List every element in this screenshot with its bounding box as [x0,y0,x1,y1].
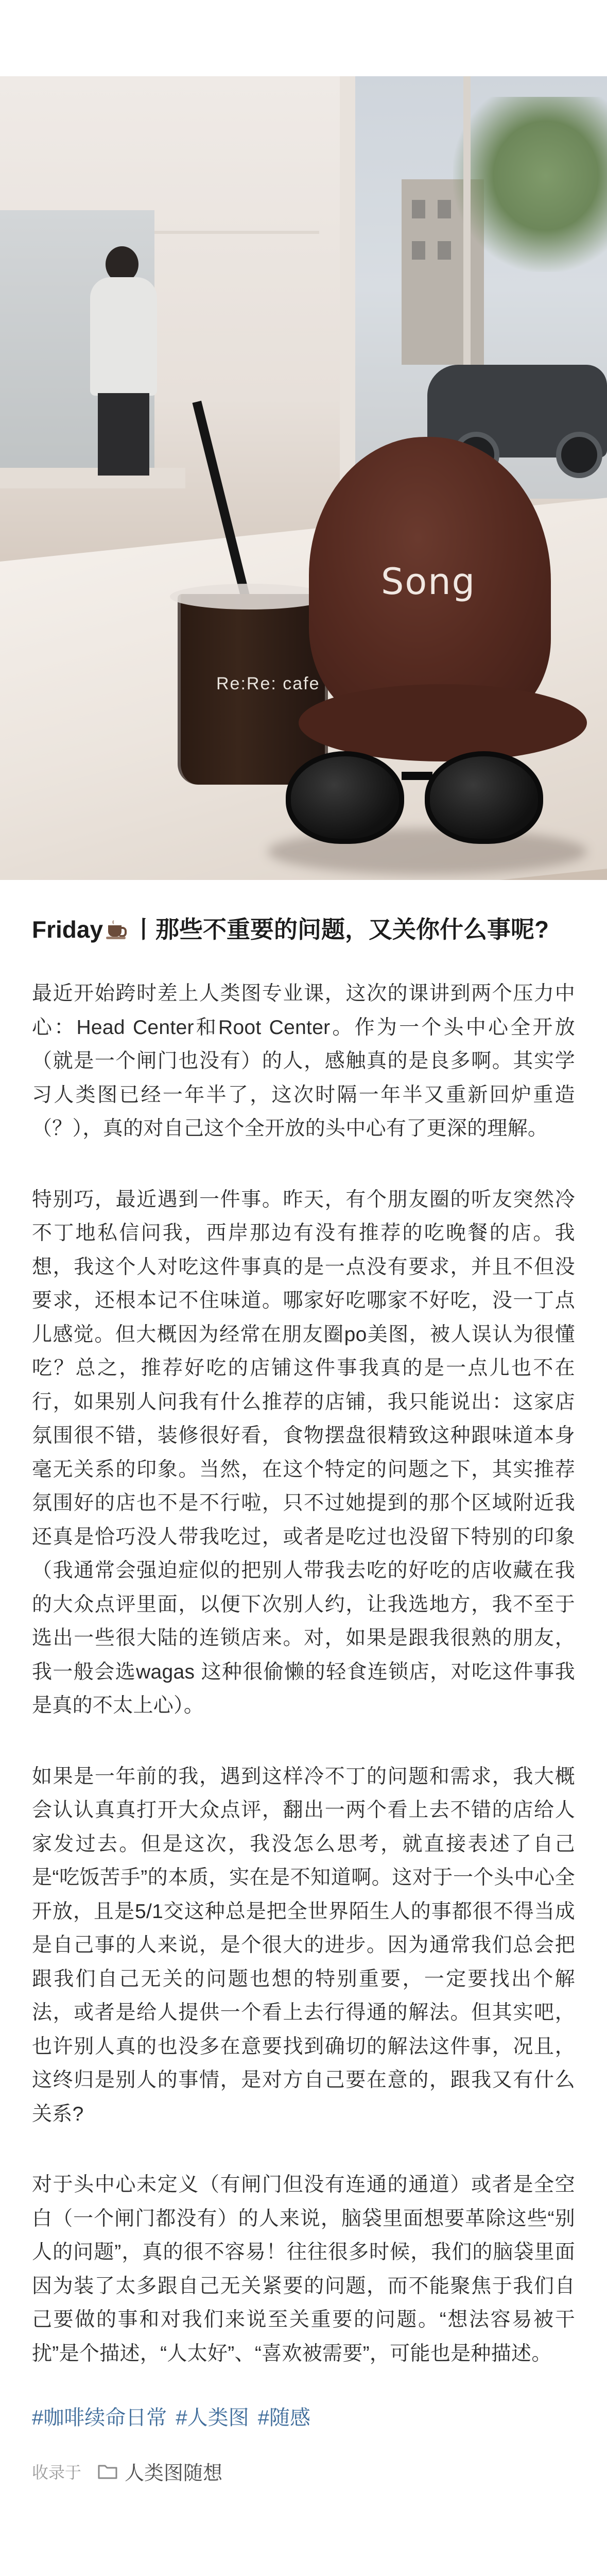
building-window [412,200,425,218]
cap-text: Song [381,561,476,603]
post-content [32,911,575,2485]
paragraph: 特别巧，最近遇到一件事。昨天，有个朋友圈的听友突然冷不丁地私信问我，西岸那边有没有推荐的吃晚餐的店。我想，我这个人对吃这件事真的是一点没有要求，并且不但没要求，还根本记不住味道。哪家好吃哪家不好吃，没一丁点儿感觉。但大概因为经常在朋友圈po美图，被人误认为很懂吃？总之，推荐好吃的店铺这件事我真的是一点儿也不在行，如果别人问我有什么推荐的店铺，我只能说出：这家店氛围很不错，装修很好看，食物摆盘很精致这种跟味道本身毫无关系的印象。当然，在这个特定的问题之下，其实推荐氛围好的店也不是不行啦，只不过她提到的那个区域附近我还真是恰巧没人带我吃过，或者是吃过也没留下特别的印象（我通常会强迫症似的把别人带我去吃的好吃的店收藏在我的大众点评里面，以便下次别人约，让我选地方，我不至于选出一些很大陆的连锁店来。对，如果是跟我很熟的朋友，我一般会选wagas 这种很偷懒的轻食连锁店，对吃这件事我是真的不太上心）。 [32,1188,575,1717]
paragraph: 如果是一年前的我，遇到这样冷不丁的问题和需求，我大概会认认真真打开大众点评，翻出一两个看上去不错的店给人家发过去。但是这次，我没怎么思考，就直接表述了自己是“吃饭苦手”的本质，实在是不知道啊。这对于一个头中心全开放，且是5/1交这种总是把全世界陌生人的事都很不得当成是自己事的人来说，是个很大的进步。因为通常我们总会把跟我们自己无关的问题也想的特别重要，一定要找出个解法，或者是给人提供一个看上去行得通的解法。但其实吧，也许别人真的也没多在意要找到确切的解法这件事，况且，这终归是别人的事情，是对方自己要在意的，跟我又有什么关系? [32,1765,575,2125]
tag-list [32,2402,575,2433]
collection-row[interactable] [32,2457,575,2485]
coffee-emoji-icon [106,920,128,940]
person-figure [90,277,157,396]
lens-left [286,751,404,844]
folder-icon [98,2464,117,2479]
building-window [438,241,451,260]
sunglasses-icon [286,746,543,849]
post-title [32,911,575,948]
title-main: 丨那些不重要的问题，又关你什么事呢? [132,916,549,943]
building-window [438,200,451,218]
cup-label: Re:Re: cafe [216,674,320,693]
paragraph: 对于头中心未定义（有闸门但没有连通的通道）或者是全空白（一个闸门都没有）的人来说，脑袋里面想要革除这些“别人的问题”，真的很不容易！往往很多时候，我们的脑袋里面因为装了太多跟自己无关紧要的问题，而不能聚焦于我们自己要做的事和对我们来说至关重要的问题。“想法容易被干扰”是个描述，“人太好”、“喜欢被需要”，可能也是种描述。 [32,2174,575,2365]
collection-name[interactable]: 人类图随想 [125,2463,223,2484]
tree [453,97,607,272]
cup-lid [170,584,329,609]
bridge [402,772,432,780]
post-body [32,977,575,2370]
building-window [412,241,425,260]
person-legs [98,393,149,476]
tag-thoughts[interactable]: #随感 [257,2406,310,2429]
title-prefix: Friday [32,916,103,943]
paragraph: 最近开始跨时差上人类图专业课，这次的课讲到两个压力中心：Head Center和Root Center。作为一个头中心全开放（就是一个闸门也没有）的人，感触真的是良多啊。其实学习人类图已经一年半了，这次时隔一年半又重新回炉重造（？），真的对自己这个全开放的头中心有了更深的理解。 [32,982,575,1140]
tag-coffee-daily[interactable]: #咖啡续命日常 [32,2406,167,2429]
tag-human-design[interactable]: #人类图 [176,2406,249,2429]
hero-photo[interactable] [0,76,607,880]
collection-label: 收录于 [32,2463,82,2482]
lens-right [425,751,543,844]
car-wheel [556,432,602,478]
shelf [0,468,185,488]
